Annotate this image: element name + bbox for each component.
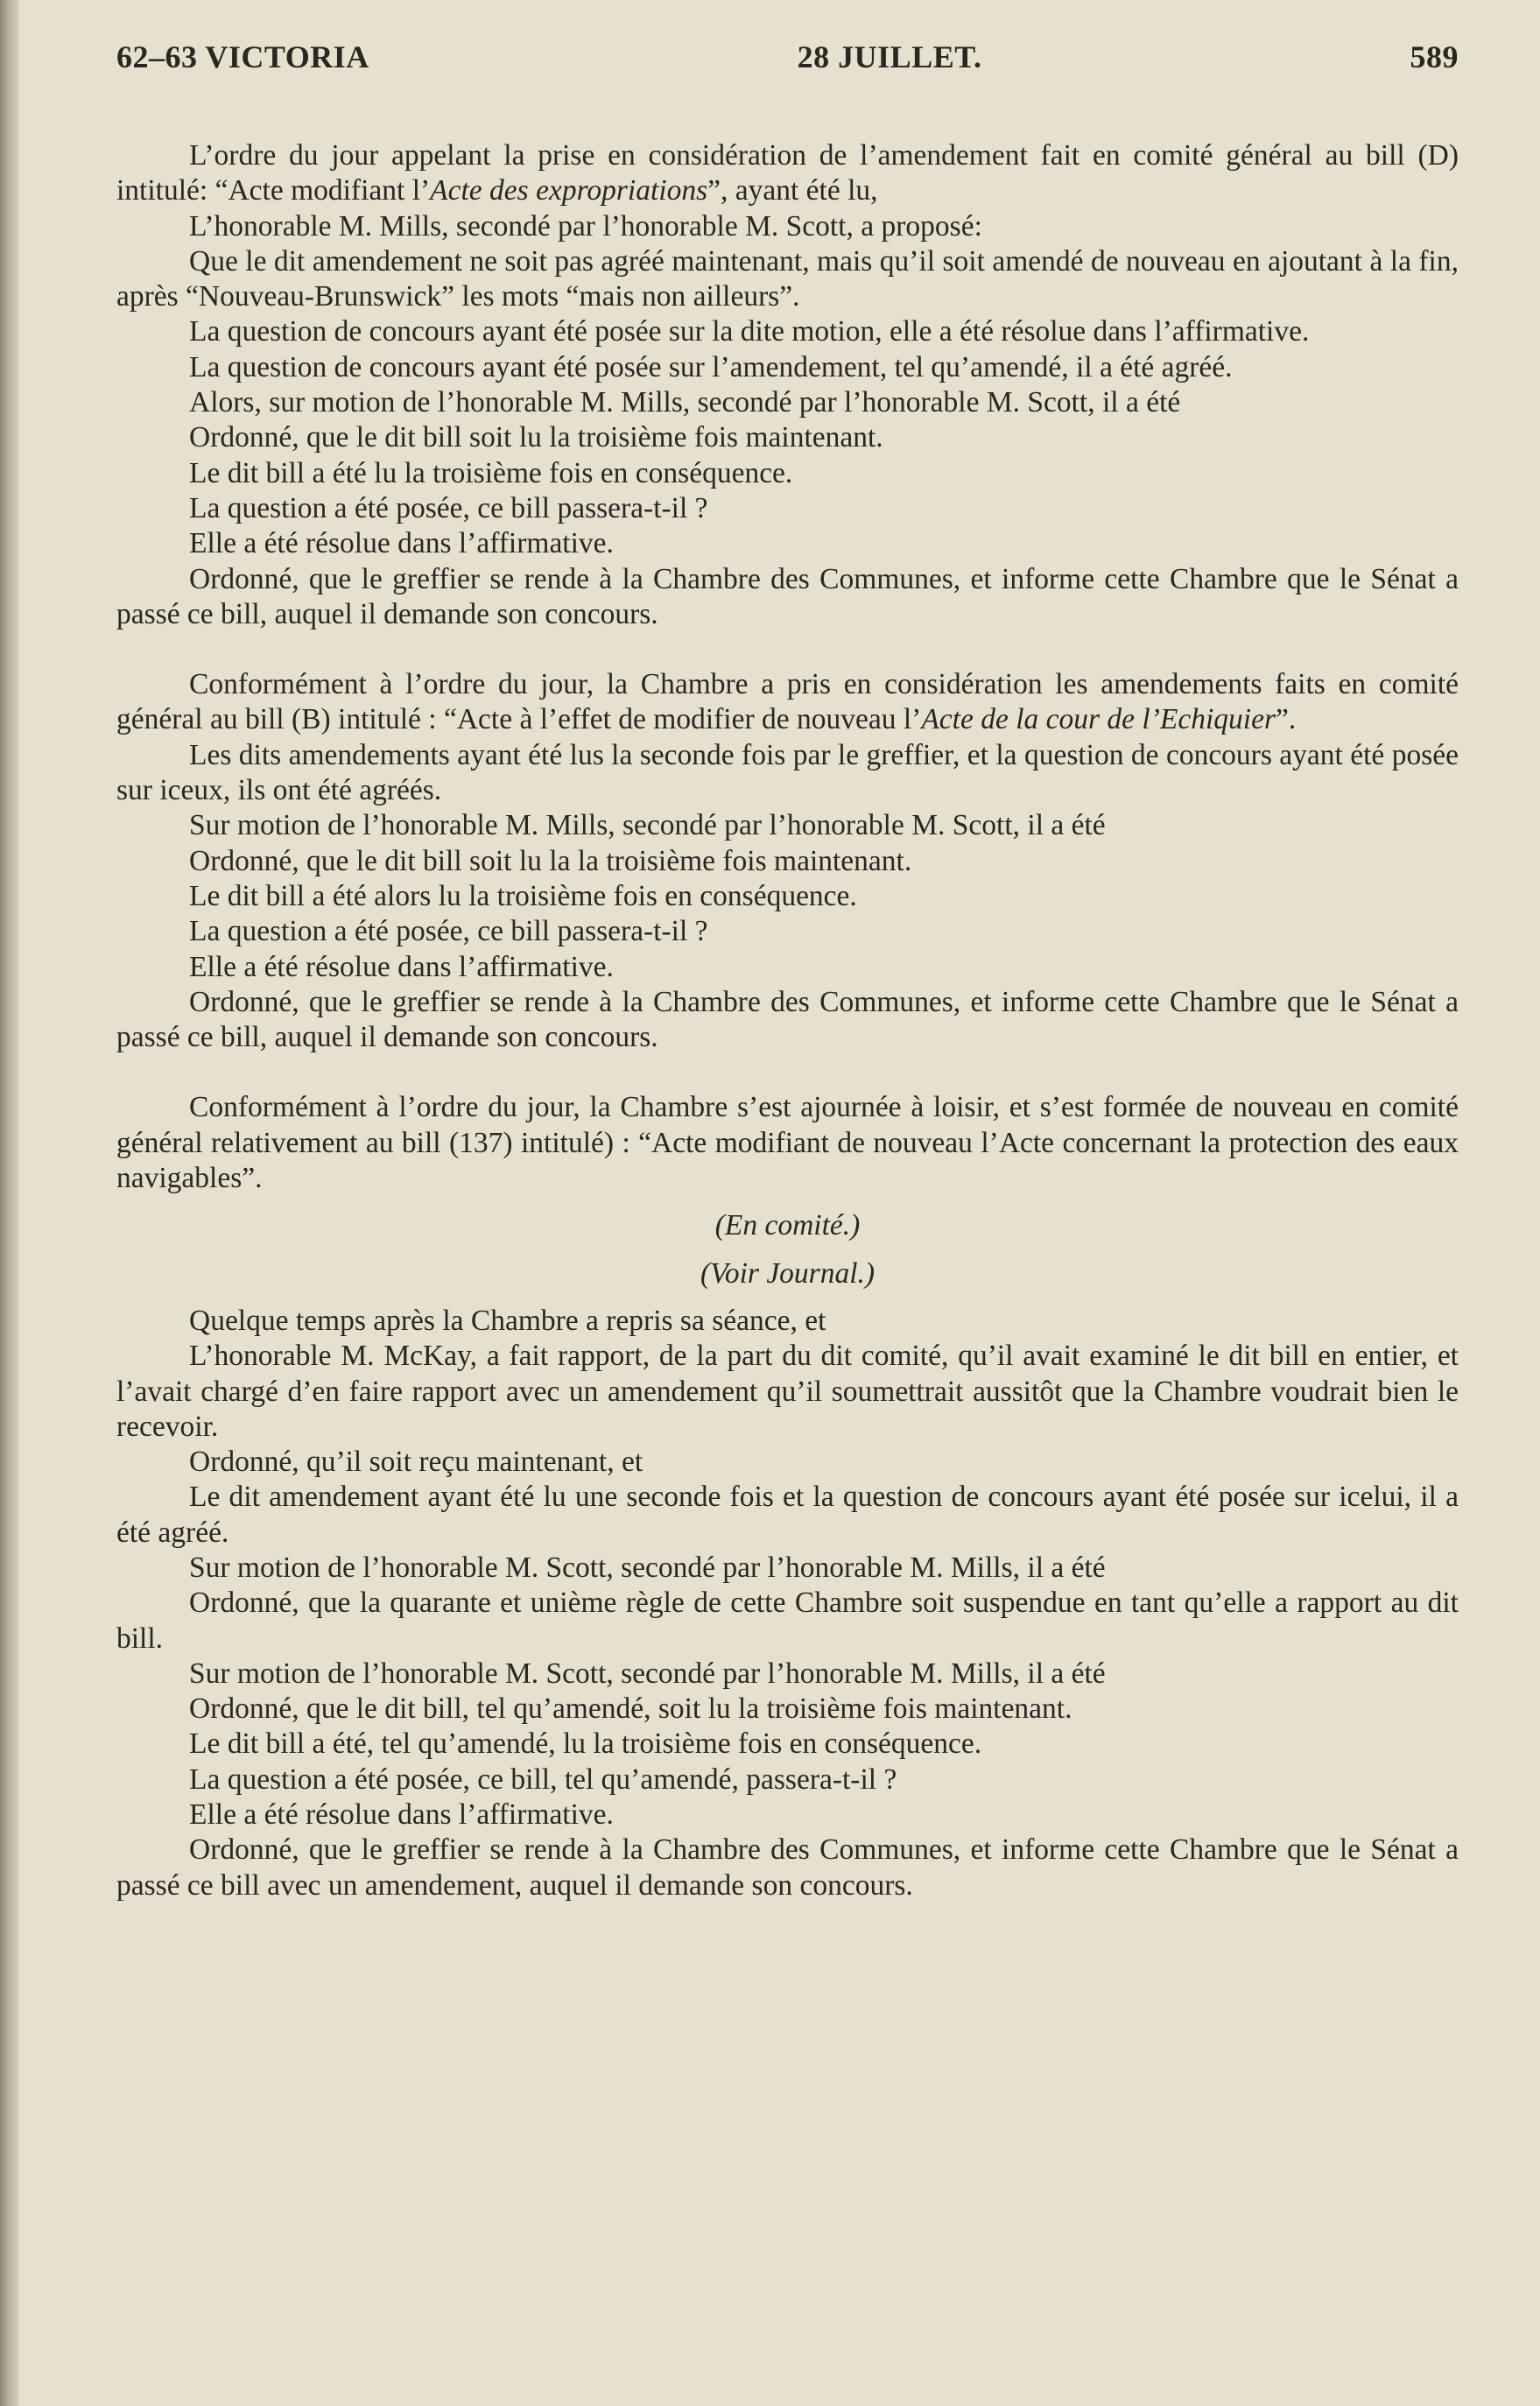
header-date: 28 JUILLET.: [797, 39, 982, 74]
paragraph: L’ordre du jour appelant la prise en considération de l’amendement fait en comité général au bill (D) intitulé: “Acte modifiant l’Acte des expropriations”, ayant été lu,: [116, 139, 1459, 208]
paragraph: Sur motion de l’honorable M. Scott, secondé par l’honorable M. Mills, il a été: [189, 1551, 1106, 1584]
paragraph: Elle a été résolue dans l’affirmative.: [189, 1798, 614, 1832]
paragraph: L’honorable M. Mills, secondé par l’honorable M. Scott, a proposé:: [189, 209, 982, 243]
paragraph: Conformément à l’ordre du jour, la Chambre s’est ajournée à loisir, et s’est formée de nouveau en comité général relativement au bill (137) intitulé) : “Acte modifiant de nouveau l’Acte concernant la protection des eaux navigables”.: [116, 1091, 1459, 1195]
paragraph: La question de concours ayant été posée sur l’amendement, tel qu’amendé, il a été agréé.: [189, 350, 1233, 383]
paragraph: Ordonné, que le greffier se rende à la Chambre des Communes, et informe cette Chambre que le Sénat a passé ce bill avec un amendement, auquel il demande son concours.: [116, 1833, 1459, 1902]
paragraph: Conformément à l’ordre du jour, la Chambre a pris en considération les amendements faits en comité général au bill (B) intitulé : “Acte à l’effet de modifier de nouveau l’Acte de la cour de l’Echiquier”.: [116, 668, 1459, 736]
paragraph: La question a été posée, ce bill passera-t-il ?: [189, 915, 708, 948]
paragraph: Ordonné, que le dit bill soit lu la la troisième fois maintenant.: [189, 844, 912, 877]
paragraph: Le dit bill a été alors lu la troisième fois en conséquence.: [189, 879, 857, 912]
paragraph: Le dit bill a été, tel qu’amendé, lu la troisième fois en conséquence.: [189, 1727, 982, 1761]
paragraph: Ordonné, que le greffier se rende à la Chambre des Communes, et informe cette Chambre que le Sénat a passé ce bill, auquel il demande son concours.: [116, 562, 1459, 630]
paragraph: Quelque temps après la Chambre a repris sa séance, et: [189, 1304, 826, 1337]
section-gap: [116, 1055, 1459, 1090]
paragraph: L’honorable M. McKay, a fait rapport, de la part du dit comité, qu’il avait examiné le dit bill en entier, et l’avait chargé d’en faire rapport avec un amendement qu’il soumettrait aussitôt que la Chambre voudrait bien le recevoir.: [116, 1340, 1459, 1443]
paragraph: La question de concours ayant été posée sur la dite motion, elle a été résolue dans l’affirmative.: [189, 315, 1310, 348]
paragraph: Ordonné, que le dit bill, tel qu’amendé, soit lu la troisième fois maintenant.: [189, 1692, 1072, 1726]
journal-page: [116, 39, 1459, 1903]
journal-reference: (Voir Journal.): [700, 1256, 875, 1290]
running-header: [116, 39, 1459, 82]
paragraph: Ordonné, qu’il soit reçu maintenant, et: [189, 1446, 643, 1479]
committee-heading: (En comité.): [714, 1209, 861, 1242]
paragraph: Alors, sur motion de l’honorable M. Mills, secondé par l’honorable M. Scott, il a été: [189, 386, 1181, 419]
paragraph: Ordonné, que la quarante et unième règle de cette Chambre soit suspendue en tant qu’elle a rapport au dit bill.: [116, 1586, 1459, 1655]
paragraph: Elle a été résolue dans l’affirmative.: [189, 950, 614, 983]
page-body: [116, 138, 1459, 1903]
paragraph: Sur motion de l’honorable M. Mills, secondé par l’honorable M. Scott, il a été: [189, 809, 1106, 842]
paragraph: Ordonné, que le greffier se rende à la Chambre des Communes, et informe cette Chambre que le Sénat a passé ce bill, auquel il demande son concours.: [116, 985, 1459, 1054]
paragraph: Le dit bill a été lu la troisième fois en conséquence.: [189, 456, 793, 489]
paragraph: La question a été posée, ce bill, tel qu’amendé, passera-t-il ?: [189, 1762, 897, 1796]
paragraph: Le dit amendement ayant été lu une seconde fois et la question de concours ayant été posée sur icelui, il a été agréé.: [116, 1481, 1459, 1549]
section-gap: [116, 632, 1459, 667]
paragraph: Les dits amendements ayant été lus la seconde fois par le greffier, et la question de concours ayant été posée sur iceux, ils ont été agréés.: [116, 738, 1459, 807]
paragraph: Sur motion de l’honorable M. Scott, secondé par l’honorable M. Mills, il a été: [189, 1657, 1106, 1690]
paragraph: Elle a été résolue dans l’affirmative.: [189, 527, 614, 560]
paragraph: Ordonné, que le dit bill soit lu la troisième fois maintenant.: [189, 421, 883, 454]
book-spine-edge: [0, 0, 19, 2406]
header-volume: 62–63 VICTORIA: [116, 39, 369, 74]
paragraph: La question a été posée, ce bill passera-t-il ?: [189, 491, 708, 524]
page-number: 589: [1410, 39, 1459, 74]
paragraph: Que le dit amendement ne soit pas agréé maintenant, mais qu’il soit amendé de nouveau en ajoutant à la fin, après “Nouveau-Brunswick” les mots “mais non ailleurs”.: [116, 244, 1459, 313]
